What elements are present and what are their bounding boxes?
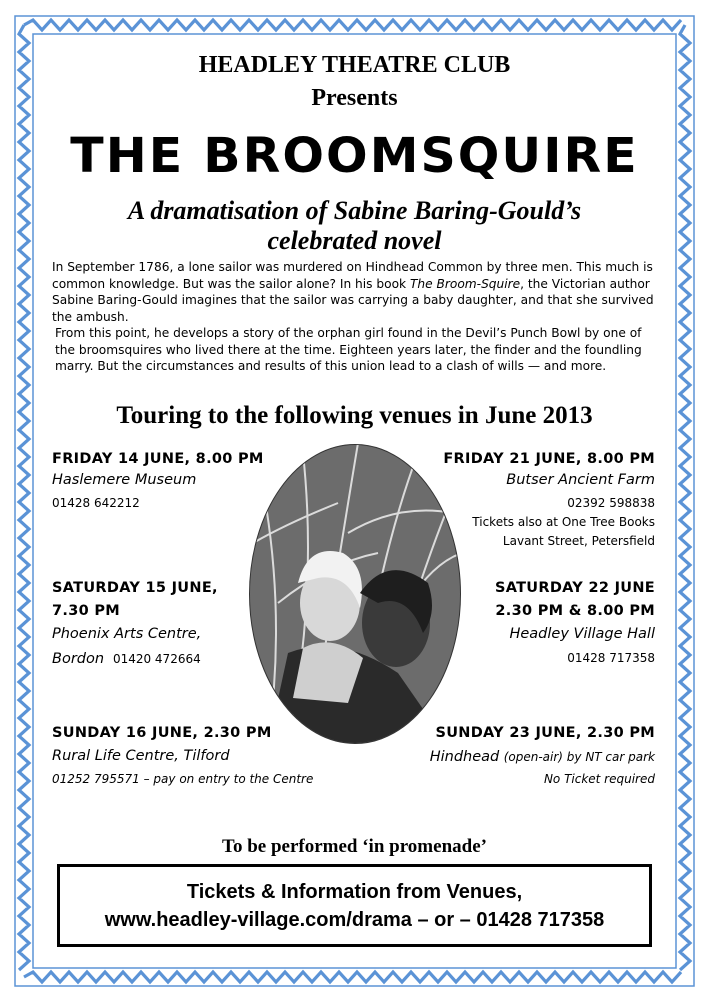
venue-2-date: SATURDAY 15 JUNE, [52, 580, 218, 596]
synopsis-paragraph-2: From this point, he develops a story of the orphan girl found in the Devil’s Punch Bowl by one of the broomsquires who lived there at the time. Eighteen years later, the finder and the foundling marry. But the circumstances and results of this union lead to a clash of wills — and more. [55, 326, 642, 373]
synopsis-paragraph-1: In September 1786, a lone sailor was murdered on Hindhead Common by three men. This much is common knowledge. But was the sailor alone? In his book The Broom-Squire, the Victorian author Sabine Baring-Gould imagines that the sailor was carrying a baby daughter, and that she survived the ambush. [52, 260, 654, 324]
venue-6-note: No Ticket required [543, 772, 655, 786]
book-title: The Broom-Squire [409, 276, 521, 291]
venue-1-date: FRIDAY 14 JUNE, 8.00 PM [52, 451, 264, 467]
venue-2-place-line-2: Bordon 01420 472664 [52, 651, 201, 667]
synopsis [52, 259, 664, 375]
venue-6-place: Hindhead [429, 749, 500, 765]
venue-5-time: 2.30 PM & 8.00 PM [495, 603, 655, 619]
venue-6-date: SUNDAY 23 JUNE, 2.30 PM [435, 725, 655, 741]
venue-6-place-line [430, 748, 655, 766]
venue-4-date: FRIDAY 21 JUNE, 8.00 PM [443, 451, 655, 467]
venue-2-place: Phoenix Arts Centre, [52, 626, 202, 642]
promenade-note: To be performed ‘in promenade’ [222, 836, 487, 857]
tickets-box [57, 864, 652, 947]
subtitle-line-1: A dramatisation of Sabine Baring-Gould’s [127, 196, 582, 225]
club-name: HEADLEY THEATRE CLUB [198, 52, 511, 78]
tickets-line-2: www.headley-village.com/drama – or – 01428 717358 [104, 909, 605, 931]
venue-6-place-note: (open-air) by NT car park [503, 750, 655, 764]
venue-5-place: Headley Village Hall [509, 626, 655, 642]
play-title: THE BROOMSQUIRE [70, 128, 639, 184]
presents-label: Presents [311, 85, 398, 111]
tickets-line-1: Tickets & Information from Venues, [186, 881, 523, 903]
venue-3-phone: 01252 795571 – pay on entry to the Centre [52, 772, 314, 786]
venue-4-note-2: Lavant Street, Petersfield [502, 534, 655, 548]
venue-1-phone: 01428 642212 [52, 496, 140, 510]
venue-3-date: SUNDAY 16 JUNE, 2.30 PM [52, 725, 272, 741]
venue-1-place: Haslemere Museum [52, 472, 197, 488]
venue-3-place: Rural Life Centre, Tilford [52, 748, 230, 764]
couple-illustration [248, 443, 462, 745]
venue-5-phone: 01428 717358 [567, 651, 655, 665]
venue-5-date: SATURDAY 22 JUNE [494, 580, 655, 596]
touring-heading: Touring to the following venues in June 2013 [116, 402, 593, 429]
venue-4-note-1: Tickets also at One Tree Books [472, 515, 655, 529]
venue-2-phone: 01420 472664 [112, 652, 201, 666]
subtitle-line-2: celebrated novel [267, 226, 442, 255]
venue-2-time: 7.30 PM [52, 603, 120, 619]
venue-4-phone: 02392 598838 [567, 496, 655, 510]
venue-4-place: Butser Ancient Farm [506, 472, 655, 488]
